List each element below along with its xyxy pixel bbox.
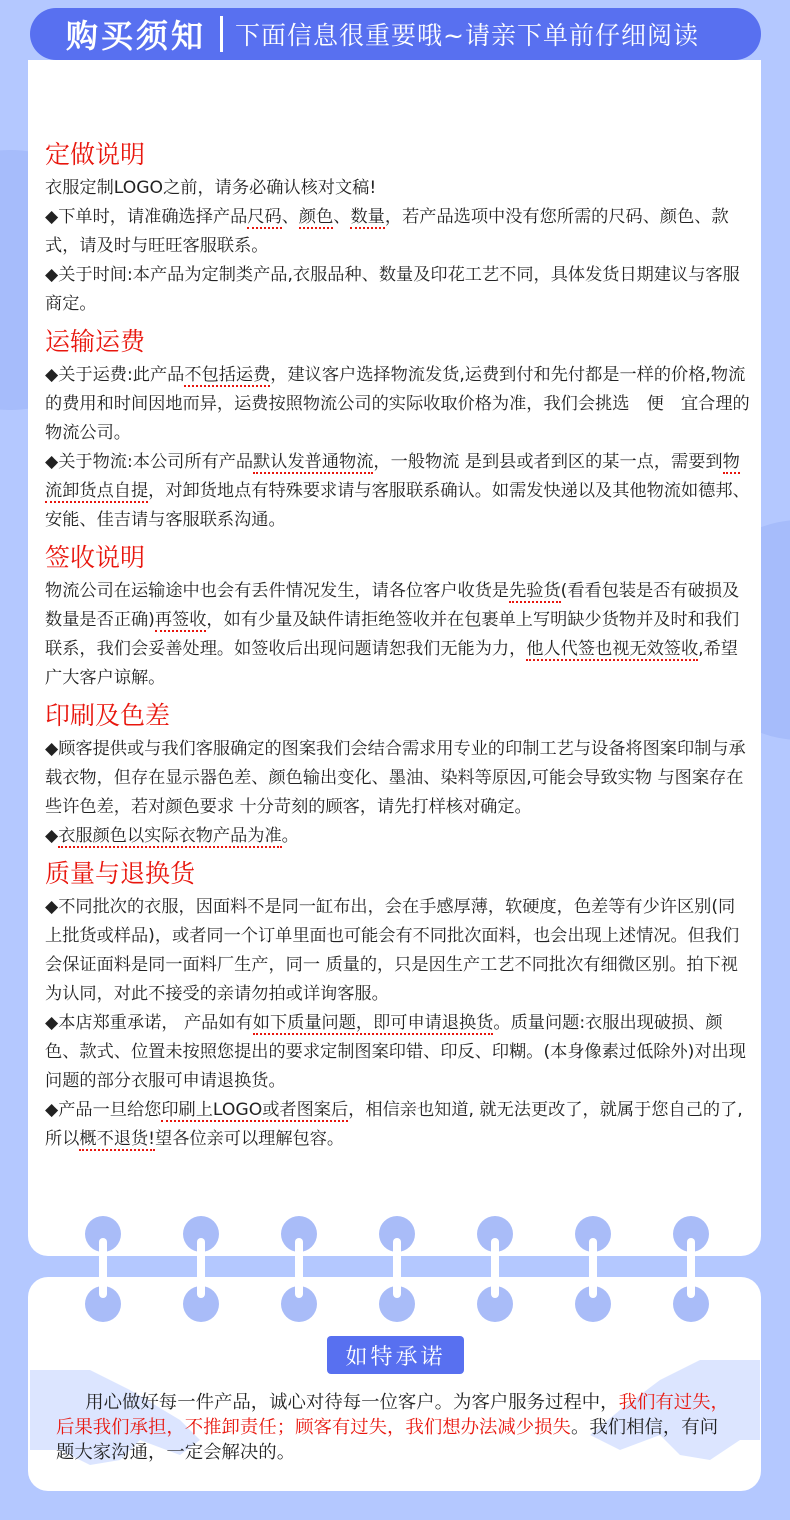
text-span: ，一般物流 是到县或者到区的某一点，需要到 — [373, 452, 723, 472]
section-title-quality: 质量与退换货 — [45, 859, 196, 888]
quality-para-1: ◆不同批次的衣服，因面料不是同一缸布出，会在手感厚薄，软硬度，色差等有少许区别(同上批货或样品)，或者同一个订单里面也可能会有不同批次面料，也会出现上述情况。但我们会保证面料是同一面料厂生产，同一 质量的，只是因生产工艺不同批次有细微区别。拍下视为认同，对此不接受的亲请勿拍或详询客服。 — [45, 897, 740, 1004]
text-span: ，如有少量及缺件请拒绝签收并在包裹单上写明缺少货物并及时和我们联系，我们会妥善处理。如签收后出现问题请恕我们无能为力， — [45, 610, 740, 659]
text-span: 物流公司在运输途中也会有丢件情况发生，请各位客户收货是 — [45, 581, 510, 601]
receipt-para-1 — [45, 577, 750, 693]
text-span: 用心做好每一件产品，诚心对待每一位客户。为客户服务过程中， — [85, 1392, 619, 1413]
text-span: 、 — [281, 207, 299, 227]
customization-para-3: ◆关于时间:本产品为定制类产品,衣服品种、数量及印花工艺不同，具体发货日期建议与客服商定。 — [45, 265, 740, 314]
section-title-receipt: 签收说明 — [45, 543, 146, 572]
promise-label: 如特承诺 — [327, 1336, 464, 1374]
text-span: 。 — [281, 826, 299, 846]
text-span: ◆本店郑重承诺， 产品如有 — [45, 1013, 253, 1033]
ring-wire — [197, 1238, 205, 1298]
ring-wire — [589, 1238, 597, 1298]
text-span: ◆下单时，请准确选择产品 — [45, 207, 248, 227]
page-title: 购买须知 — [66, 17, 207, 55]
highlight-no-shipping-fee: 不包括运费 — [184, 365, 271, 385]
customization-para-2 — [45, 203, 750, 261]
page-subtitle: 下面信息很重要哦~请亲下单前仔细阅读 — [235, 21, 699, 50]
section-title-printing: 印刷及色差 — [45, 701, 171, 730]
text-span: ，建议客户选择物流发货,运费到付和先付都是一样的价格,物流的费用和时间因地而异，运费按照物流公司的实际收取价格为准，我们会挑选 便 宜合理的物流公司。 — [45, 365, 750, 443]
ring-wire — [687, 1238, 695, 1298]
highlight-proxy-sign: 他人代签也视无效签收 — [526, 639, 699, 659]
text-span: ，对卸货地点有特殊要求请与客服联系确认。如需发快递以及其他物流如德邦、安能、佳吉请与客服联系沟通。 — [45, 481, 750, 530]
text-span: ◆关于物流:本公司所有产品 — [45, 452, 254, 472]
text-span: 望各位亲可以理解包容。 — [155, 1129, 345, 1149]
ring-wire — [99, 1238, 107, 1298]
text-span: (看看包装是否有破损及数量是否正确) — [45, 581, 740, 630]
quality-para-3 — [45, 1096, 750, 1154]
text-span: 、 — [333, 207, 351, 227]
text-span: ◆ — [45, 826, 59, 846]
highlight-color: 颜色 — [298, 207, 334, 227]
quality-para-2 — [45, 1009, 750, 1096]
highlight-no-returns: 概不退货! — [79, 1129, 156, 1149]
header-divider — [220, 16, 223, 52]
ring-wire — [393, 1238, 401, 1298]
customization-para-1: 衣服定制LOGO之前，请务必确认核对文稿! — [45, 178, 377, 198]
highlight-size: 尺码 — [247, 207, 282, 227]
highlight-return-policy: 如下质量问题，即可申请退换货 — [252, 1013, 494, 1033]
highlight-inspect-first: 先验货 — [509, 581, 561, 601]
highlight-actual-color: 衣服颜色以实际衣物产品为准 — [58, 826, 282, 846]
notice-content — [45, 138, 750, 1154]
text-span: ,希望广大客户谅解。 — [45, 639, 738, 688]
text-span: ◆关于运费:此产品 — [45, 365, 185, 385]
highlight-quantity: 数量 — [350, 207, 385, 227]
highlight-default-logistics: 默认发普通物流 — [253, 452, 374, 472]
section-title-customization: 定做说明 — [45, 140, 146, 169]
text-span: ，若产品选项中没有您所需的尺码、颜色、款式，请及时与旺旺客服联系。 — [45, 207, 729, 256]
text-span: 。质量问题:衣服出现破损、颜色、款式、位置未按照您提出的要求定制图案印错、印反、印糊。(本身像素过低除外)对出现问题的部分衣服可申请退换货。 — [45, 1013, 746, 1091]
highlight-printed-logo: 印刷上LOGO或者图案后 — [161, 1100, 349, 1120]
highlight-then-sign: 再签收 — [154, 610, 207, 630]
header-banner — [30, 8, 761, 60]
ring-wire — [295, 1238, 303, 1298]
shipping-para-2 — [45, 448, 750, 535]
printing-para-2 — [45, 822, 750, 851]
promise-red-text: 我们有过失，后果我们承担，不推卸责任；顾客有过失，我们想办法减少损失 — [56, 1392, 729, 1438]
text-span: 。我们相信，有问题大家沟通，一定会解决的。 — [56, 1417, 719, 1463]
ring-wire — [491, 1238, 499, 1298]
text-span: ◆产品一旦给您 — [45, 1100, 162, 1120]
highlight-self-pickup: 物流卸货点自提 — [45, 452, 740, 501]
printing-para-1: ◆顾客提供或与我们客服确定的图案我们会结合需求用专业的印制工艺与设备将图案印制与承载衣物，但存在显示器色差、颜色输出变化、墨油、染料等原因,可能会导致实物 与图案存在些许色差，若对颜色要求 十分苛刻的顾客，请先打样核对确定。 — [45, 739, 746, 817]
promise-text — [56, 1390, 736, 1465]
section-title-shipping: 运输运费 — [45, 327, 146, 356]
shipping-para-1 — [45, 361, 750, 448]
text-span: ，相信亲也知道, 就无法更改了，就属于您自己的了,所以 — [45, 1100, 743, 1149]
